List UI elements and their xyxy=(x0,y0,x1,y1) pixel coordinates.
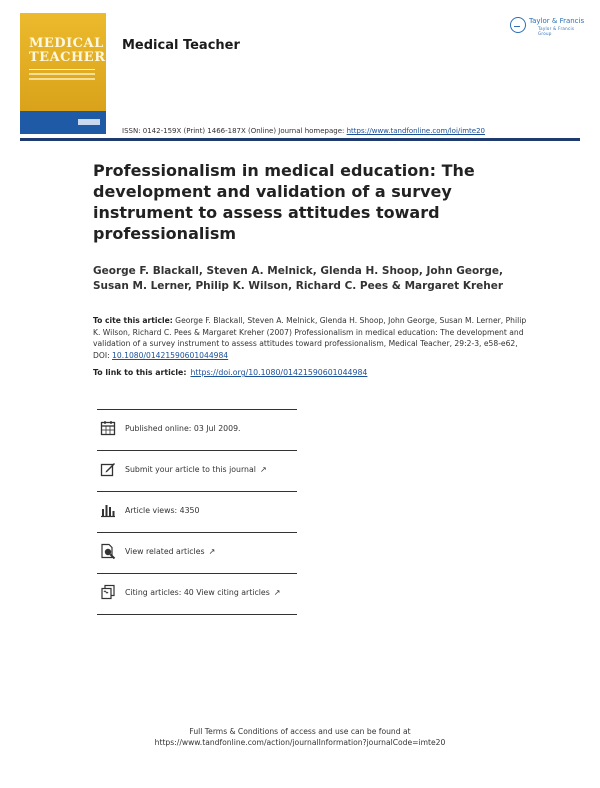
article-views-text: Article views: 4350 xyxy=(125,506,200,515)
citing-documents-icon xyxy=(100,584,116,600)
cover-subtitle-lines xyxy=(29,69,95,86)
cover-title xyxy=(29,37,106,65)
article-link-line xyxy=(93,368,367,377)
submit-article-row[interactable] xyxy=(97,451,297,492)
citation-block xyxy=(93,315,533,361)
issn-text: ISSN: 0142-159X (Print) 1466-187X (Online) Journal homepage: xyxy=(122,127,347,135)
bar-chart-icon xyxy=(100,502,116,518)
cite-label: To cite this article: xyxy=(93,316,173,325)
related-articles-row[interactable] xyxy=(97,533,297,574)
edit-pencil-icon xyxy=(100,461,116,477)
published-online-text: Published online: 03 Jul 2009. xyxy=(125,424,241,433)
submit-article-link[interactable] xyxy=(125,465,267,474)
article-title: Professionalism in medical education: The development and validation of a survey instrument to assess attitudes toward professionalism xyxy=(93,161,475,243)
external-link-icon: ↗︎ xyxy=(273,588,281,597)
publisher-logo-icon xyxy=(510,17,526,33)
link-label: To link to this article: xyxy=(93,368,187,377)
journal-cover-image xyxy=(20,13,106,134)
publisher-logo-brand: Taylor & Francis xyxy=(529,17,585,25)
header-divider xyxy=(20,138,580,141)
related-articles-link[interactable] xyxy=(125,547,215,556)
citing-articles-link[interactable] xyxy=(125,588,280,597)
journal-name[interactable]: Medical Teacher xyxy=(122,38,240,53)
external-link-icon: ↗︎ xyxy=(208,547,216,556)
article-doi-url[interactable]: https://doi.org/10.1080/01421590601044984 xyxy=(190,368,368,377)
calendar-icon xyxy=(100,420,116,436)
cover-bottom-band xyxy=(20,111,106,134)
article-views-row xyxy=(97,492,297,533)
external-link-icon: ↗︎ xyxy=(259,465,267,474)
document-search-icon xyxy=(100,543,116,559)
related-articles-text: View related articles xyxy=(125,547,205,556)
citing-articles-text: Citing articles: 40 View citing articles xyxy=(125,588,270,597)
issn-line xyxy=(122,127,485,135)
cover-title-line2: TEACHER xyxy=(29,50,106,65)
publisher-logo-group: Taylor & Francis Group xyxy=(538,26,575,36)
submit-article-text: Submit your article to this journal xyxy=(125,465,256,474)
publisher-logo[interactable] xyxy=(510,14,586,38)
footer-terms-url[interactable]: https://www.tandfonline.com/action/journalInformation?journalCode=imte20 xyxy=(154,738,446,747)
article-authors: George F. Blackall, Steven A. Melnick, Glenda H. Shoop, John George, Susan M. Lerner, Philip K. Wilson, Richard C. Pees & Margaret Kreher xyxy=(93,265,504,292)
footer-terms-line: Full Terms & Conditions of access and use can be found at xyxy=(189,727,411,736)
published-online-row xyxy=(97,410,297,451)
cover-title-line1: MEDICAL xyxy=(29,36,104,51)
cite-text: George F. Blackall, Steven A. Melnick, Glenda H. Shoop, John George, Susan M. Lerner, Philip K. Wilson, Richard C. Pees & Margaret Kreher (2007) Professionalism in medical education: The development and validation of a survey instrument to assess attitudes toward professionalism, Medical Teacher, 29:2-3, e58-e62, DOI: xyxy=(93,316,527,360)
citing-articles-row[interactable] xyxy=(97,574,297,615)
doi-link[interactable]: 10.1080/01421590601044984 xyxy=(112,350,229,360)
journal-homepage-link[interactable]: https://www.tandfonline.com/loi/imte20 xyxy=(346,127,485,135)
